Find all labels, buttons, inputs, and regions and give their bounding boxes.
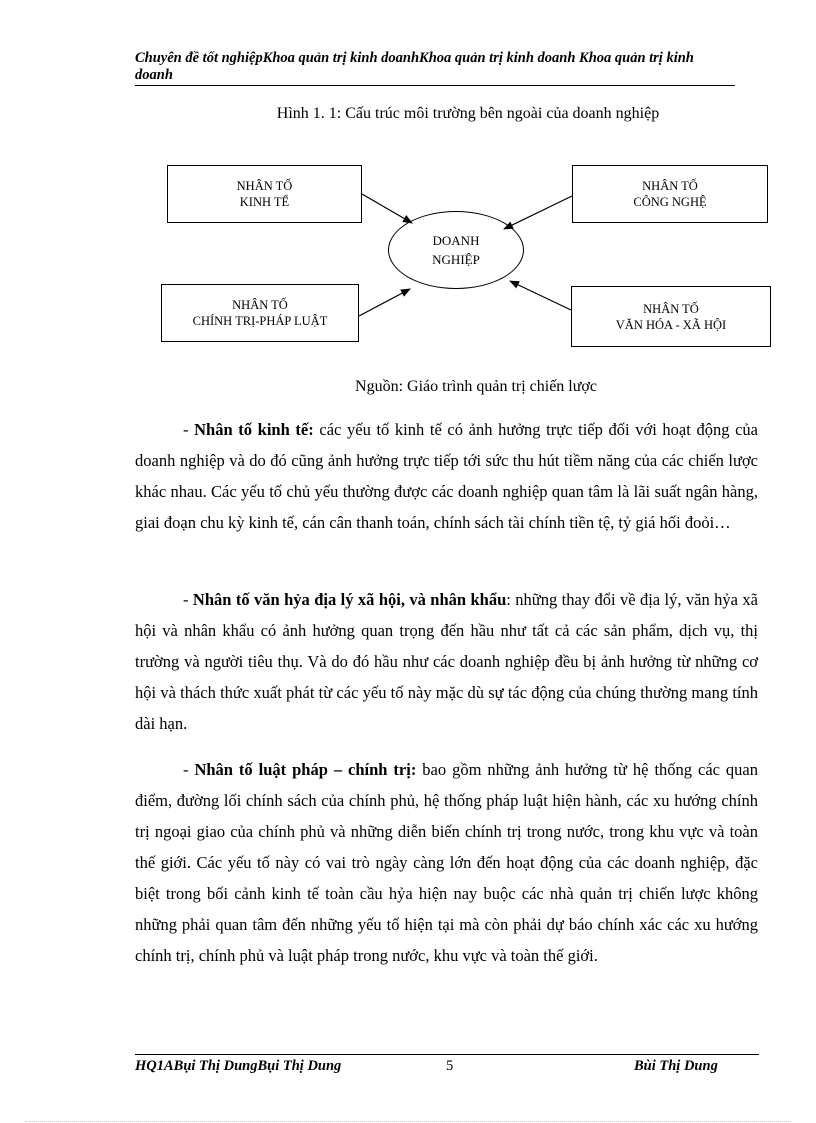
factor-cultural-line1: NHÂN TỐ xyxy=(643,301,699,316)
arrow-economic xyxy=(362,194,412,223)
page-header: Chuyên đề tốt nghiệpKhoa quản trị kinh doanhKhoa quản trị kinh doanh Khoa quản trị kinh doanh xyxy=(135,50,735,86)
paragraph-economic: - Nhân tố kinh tế: các yếu tố kinh tế có ảnh hưởng trực tiếp đối với hoạt động của doanh nghiệp và do đó cũng ảnh hưởng trực tiếp tới sức thu hút tiềm năng của các chiến lược khác nhau. Các yếu tố chủ yếu thường được các doanh nghiệp quan tâm là lãi suất ngân hàng, giai đoạn chu kỳ kinh tế, cán cân thanh toán, chính sách tài chính tiền tệ, tỷ giá hối đoỏi… xyxy=(135,420,758,532)
factor-economic-box xyxy=(167,165,362,223)
footer-author: Bùi Thị Dung xyxy=(634,1058,718,1074)
term-political: Nhân tố luật pháp – chính trị: xyxy=(194,760,417,779)
footer-left: HQ1ABụi Thị DungBụi Thị Dung xyxy=(135,1058,342,1074)
paragraph-cultural: - Nhân tố văn hỷa địa lý xã hội, và nhân khẩu: những thay đổi về địa lý, văn hỷa xã hội và nhân khẩu có ảnh hưởng quan trọng đến hầu như tất cả các sản phẩm, dịch vụ, thị trường và người tiêu thụ. Và do đó hầu như các doanh nghiệp đều bị ảnh hưởng từ những cơ hội và thách thức xuất phát từ các yếu tố này mặc dù sự tác động của chúng thường mang tính dài hạn. xyxy=(135,590,758,733)
arrow-technology xyxy=(504,196,572,229)
factor-political-box xyxy=(161,284,359,342)
factor-political-line2: CHÍNH TRỊ-PHÁP LUẬT xyxy=(192,314,328,328)
center-enterprise-ellipse xyxy=(388,211,524,289)
page-bottom-dotted-border xyxy=(25,1121,791,1122)
factor-political-line1: NHÂN TỐ xyxy=(232,298,288,312)
factor-technology-line1: NHÂN TỐ xyxy=(642,179,698,193)
term-economic: Nhân tố kinh tế: xyxy=(194,420,314,439)
paragraph-political: - Nhân tố luật pháp – chính trị: bao gồm những ảnh hưởng từ hệ thống các quan điểm, đường lối chính sách của chính phủ, hệ thống pháp luật hiện hành, các xu hướng chính trị ngoại giao của chính phủ và những diễn biến chính trị trong nước, trong khu vực và toàn thế giới. Các yếu tố này có vai trò ngày càng lớn đến hoạt động của các doanh nghiệp, đặc biệt trong bối cảnh kinh tế toàn cầu hỷa hiện nay buộc các nhà quản trị chiến lược không những phải quan tâm đến những yếu tố hiện tại mà còn phải dự báo chính xác các xu hướng chính trị, chính phủ và luật pháp trong nước, khu vực và toàn thế giới. xyxy=(135,760,758,965)
factor-cultural-box xyxy=(571,286,771,347)
footer-divider xyxy=(135,1054,759,1055)
page-number: 5 xyxy=(446,1058,454,1074)
factor-technology-line2: CÔNG NGHỆ xyxy=(633,195,707,209)
center-line2: NGHIỆP xyxy=(432,252,480,267)
factor-economic-line2: KINH TẾ xyxy=(239,195,290,209)
arrow-cultural xyxy=(510,281,571,310)
center-line1: DOANH xyxy=(432,233,480,248)
factor-cultural-line2: VĂN HÓA - XÃ HỘI xyxy=(615,317,727,332)
factor-economic-line1: NHÂN TỐ xyxy=(236,179,293,193)
factor-technology-box xyxy=(572,165,768,223)
term-cultural: Nhân tố văn hỷa địa lý xã hội, và nhân khẩu xyxy=(192,590,507,609)
figure-title: Hình 1. 1: Cấu trúc môi trường bên ngoài của doanh nghiệp xyxy=(276,105,660,122)
figure-source: Nguồn: Giáo trình quản trị chiến lược xyxy=(355,378,597,395)
arrow-political xyxy=(359,289,410,316)
